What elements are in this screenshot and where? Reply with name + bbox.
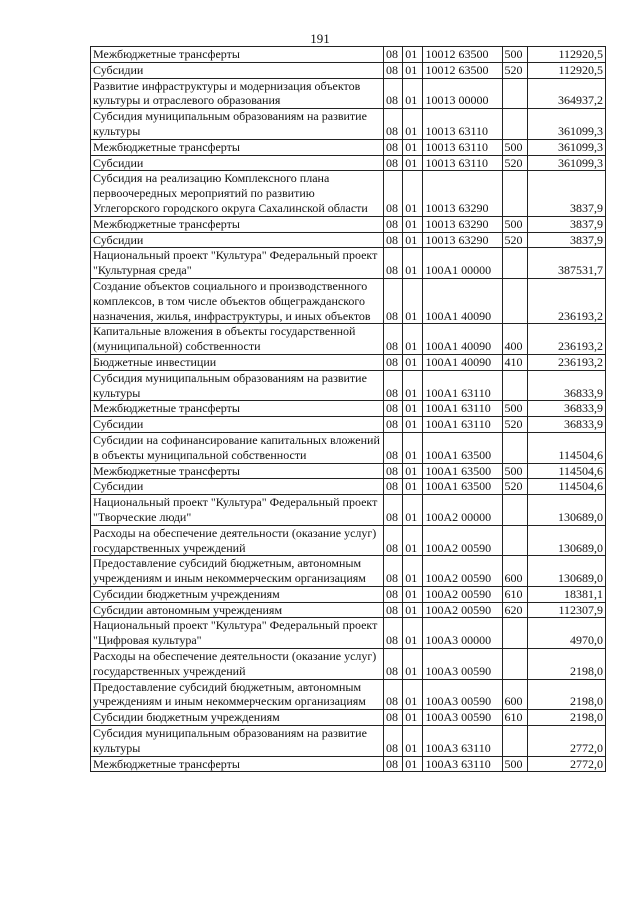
amount-cell: 2198,0 <box>527 710 605 726</box>
section-code-cell: 08 <box>383 232 402 248</box>
expense-name-cell: Межбюджетные трансферты <box>91 47 384 63</box>
target-article-cell: 10013 63290 <box>423 171 502 216</box>
expense-type-cell <box>502 618 527 649</box>
target-article-cell: 100А1 40090 <box>423 324 502 355</box>
section-code-cell: 08 <box>383 216 402 232</box>
amount-cell: 3837,9 <box>527 232 605 248</box>
budget-table <box>90 46 606 772</box>
amount-cell: 36833,9 <box>527 370 605 401</box>
amount-cell: 2198,0 <box>527 679 605 710</box>
subsection-code-cell: 01 <box>403 171 423 216</box>
section-code-cell: 08 <box>383 479 402 495</box>
table-row <box>91 370 606 401</box>
amount-cell: 387531,7 <box>527 248 605 279</box>
amount-cell: 36833,9 <box>527 401 605 417</box>
amount-cell: 130689,0 <box>527 556 605 587</box>
expense-type-cell: 500 <box>502 139 527 155</box>
expense-name-cell: Межбюджетные трансферты <box>91 756 384 772</box>
subsection-code-cell: 01 <box>403 139 423 155</box>
table-row <box>91 710 606 726</box>
subsection-code-cell: 01 <box>403 649 423 680</box>
expense-type-cell: 410 <box>502 354 527 370</box>
expense-name-cell: Субсидия муниципальным образованиям на развитие культуры <box>91 109 384 140</box>
target-article-cell: 10012 63500 <box>423 62 502 78</box>
section-code-cell: 08 <box>383 417 402 433</box>
subsection-code-cell: 01 <box>403 432 423 463</box>
table-row <box>91 649 606 680</box>
amount-cell: 112307,9 <box>527 602 605 618</box>
section-code-cell: 08 <box>383 171 402 216</box>
expense-name-cell: Национальный проект "Культура" Федеральный проект "Культурная среда" <box>91 248 384 279</box>
subsection-code-cell: 01 <box>403 324 423 355</box>
section-code-cell: 08 <box>383 618 402 649</box>
target-article-cell: 100А1 63110 <box>423 417 502 433</box>
amount-cell: 114504,6 <box>527 463 605 479</box>
subsection-code-cell: 01 <box>403 525 423 556</box>
budget-table-body <box>91 47 606 772</box>
section-code-cell: 08 <box>383 139 402 155</box>
target-article-cell: 10013 63290 <box>423 216 502 232</box>
table-row <box>91 401 606 417</box>
amount-cell: 114504,6 <box>527 432 605 463</box>
expense-type-cell: 620 <box>502 602 527 618</box>
expense-name-cell: Межбюджетные трансферты <box>91 463 384 479</box>
subsection-code-cell: 01 <box>403 78 423 109</box>
expense-type-cell: 520 <box>502 232 527 248</box>
table-row <box>91 432 606 463</box>
expense-name-cell: Межбюджетные трансферты <box>91 401 384 417</box>
expense-name-cell: Субсидия на реализацию Комплексного плана первоочередных мероприятий по развитию Углегорского городского округа Сахалинской области <box>91 171 384 216</box>
subsection-code-cell: 01 <box>403 354 423 370</box>
expense-type-cell: 500 <box>502 463 527 479</box>
table-row <box>91 78 606 109</box>
expense-type-cell <box>502 525 527 556</box>
table-row <box>91 139 606 155</box>
subsection-code-cell: 01 <box>403 417 423 433</box>
subsection-code-cell: 01 <box>403 370 423 401</box>
target-article-cell: 10013 00000 <box>423 78 502 109</box>
subsection-code-cell: 01 <box>403 602 423 618</box>
subsection-code-cell: 01 <box>403 463 423 479</box>
subsection-code-cell: 01 <box>403 726 423 757</box>
section-code-cell: 08 <box>383 370 402 401</box>
expense-type-cell: 610 <box>502 586 527 602</box>
amount-cell: 2198,0 <box>527 649 605 680</box>
amount-cell: 130689,0 <box>527 525 605 556</box>
table-row <box>91 62 606 78</box>
expense-type-cell <box>502 171 527 216</box>
expense-name-cell: Субсидии <box>91 62 384 78</box>
subsection-code-cell: 01 <box>403 248 423 279</box>
target-article-cell: 100А1 40090 <box>423 354 502 370</box>
expense-type-cell <box>502 78 527 109</box>
expense-type-cell <box>502 370 527 401</box>
section-code-cell: 08 <box>383 679 402 710</box>
section-code-cell: 08 <box>383 710 402 726</box>
amount-cell: 2772,0 <box>527 756 605 772</box>
subsection-code-cell: 01 <box>403 479 423 495</box>
expense-name-cell: Предоставление субсидий бюджетным, автономным учреждениям и иным некоммерческим организациям <box>91 556 384 587</box>
target-article-cell: 100А1 63110 <box>423 370 502 401</box>
table-row <box>91 47 606 63</box>
expense-name-cell: Субсидии <box>91 232 384 248</box>
target-article-cell: 10013 63110 <box>423 109 502 140</box>
subsection-code-cell: 01 <box>403 155 423 171</box>
expense-name-cell: Национальный проект "Культура" Федеральный проект "Творческие люди" <box>91 495 384 526</box>
target-article-cell: 100А3 00590 <box>423 679 502 710</box>
expense-name-cell: Субсидии бюджетным учреждениям <box>91 586 384 602</box>
expense-type-cell: 500 <box>502 47 527 63</box>
target-article-cell: 100А1 63500 <box>423 432 502 463</box>
expense-type-cell: 600 <box>502 679 527 710</box>
section-code-cell: 08 <box>383 401 402 417</box>
target-article-cell: 100А1 00000 <box>423 248 502 279</box>
section-code-cell: 08 <box>383 354 402 370</box>
amount-cell: 4970,0 <box>527 618 605 649</box>
expense-name-cell: Межбюджетные трансферты <box>91 139 384 155</box>
section-code-cell: 08 <box>383 602 402 618</box>
expense-type-cell <box>502 248 527 279</box>
section-code-cell: 08 <box>383 463 402 479</box>
target-article-cell: 100А2 00000 <box>423 495 502 526</box>
target-article-cell: 100А3 63110 <box>423 726 502 757</box>
amount-cell: 112920,5 <box>527 62 605 78</box>
expense-name-cell: Предоставление субсидий бюджетным, автономным учреждениям и иным некоммерческим организациям <box>91 679 384 710</box>
table-row <box>91 726 606 757</box>
amount-cell: 2772,0 <box>527 726 605 757</box>
section-code-cell: 08 <box>383 155 402 171</box>
expense-type-cell: 600 <box>502 556 527 587</box>
target-article-cell: 100А1 63110 <box>423 401 502 417</box>
subsection-code-cell: 01 <box>403 756 423 772</box>
table-row <box>91 109 606 140</box>
section-code-cell: 08 <box>383 324 402 355</box>
section-code-cell: 08 <box>383 278 402 323</box>
expense-name-cell: Развитие инфраструктуры и модернизация объектов культуры и отраслевого образования <box>91 78 384 109</box>
expense-name-cell: Капитальные вложения в объекты государственной (муниципальной) собственности <box>91 324 384 355</box>
target-article-cell: 100А2 00590 <box>423 556 502 587</box>
table-row <box>91 479 606 495</box>
page-number: 191 <box>310 31 330 46</box>
expense-type-cell <box>502 109 527 140</box>
expense-type-cell: 520 <box>502 479 527 495</box>
table-row <box>91 171 606 216</box>
expense-name-cell: Межбюджетные трансферты <box>91 216 384 232</box>
table-row <box>91 679 606 710</box>
amount-cell: 364937,2 <box>527 78 605 109</box>
table-row <box>91 756 606 772</box>
expense-name-cell: Субсидии <box>91 479 384 495</box>
amount-cell: 112920,5 <box>527 47 605 63</box>
table-row <box>91 248 606 279</box>
expense-type-cell: 500 <box>502 756 527 772</box>
target-article-cell: 100А3 00590 <box>423 710 502 726</box>
expense-type-cell <box>502 649 527 680</box>
section-code-cell: 08 <box>383 432 402 463</box>
table-row <box>91 586 606 602</box>
table-row <box>91 354 606 370</box>
section-code-cell: 08 <box>383 586 402 602</box>
table-row <box>91 556 606 587</box>
section-code-cell: 08 <box>383 495 402 526</box>
target-article-cell: 100А3 00000 <box>423 618 502 649</box>
section-code-cell: 08 <box>383 109 402 140</box>
expense-name-cell: Субсидии бюджетным учреждениям <box>91 710 384 726</box>
section-code-cell: 08 <box>383 756 402 772</box>
target-article-cell: 100А1 63500 <box>423 479 502 495</box>
table-row <box>91 417 606 433</box>
table-row <box>91 278 606 323</box>
target-article-cell: 10012 63500 <box>423 47 502 63</box>
target-article-cell: 100А2 00590 <box>423 586 502 602</box>
amount-cell: 236193,2 <box>527 324 605 355</box>
expense-name-cell: Расходы на обеспечение деятельности (оказание услуг) государственных учреждений <box>91 649 384 680</box>
target-article-cell: 100А1 40090 <box>423 278 502 323</box>
target-article-cell: 100А1 63500 <box>423 463 502 479</box>
amount-cell: 236193,2 <box>527 278 605 323</box>
expense-name-cell: Расходы на обеспечение деятельности (оказание услуг) государственных учреждений <box>91 525 384 556</box>
section-code-cell: 08 <box>383 525 402 556</box>
target-article-cell: 10013 63110 <box>423 155 502 171</box>
amount-cell: 3837,9 <box>527 216 605 232</box>
target-article-cell: 100А3 63110 <box>423 756 502 772</box>
subsection-code-cell: 01 <box>403 679 423 710</box>
target-article-cell: 100А3 00590 <box>423 649 502 680</box>
section-code-cell: 08 <box>383 726 402 757</box>
expense-type-cell: 400 <box>502 324 527 355</box>
table-row <box>91 495 606 526</box>
target-article-cell: 100А2 00590 <box>423 525 502 556</box>
subsection-code-cell: 01 <box>403 216 423 232</box>
table-row <box>91 155 606 171</box>
amount-cell: 36833,9 <box>527 417 605 433</box>
expense-name-cell: Бюджетные инвестиции <box>91 354 384 370</box>
expense-name-cell: Субсидии <box>91 417 384 433</box>
amount-cell: 361099,3 <box>527 155 605 171</box>
expense-type-cell <box>502 495 527 526</box>
subsection-code-cell: 01 <box>403 556 423 587</box>
expense-name-cell: Субсидия муниципальным образованиям на развитие культуры <box>91 726 384 757</box>
expense-name-cell: Субсидия муниципальным образованиям на развитие культуры <box>91 370 384 401</box>
target-article-cell: 10013 63290 <box>423 232 502 248</box>
target-article-cell: 10013 63110 <box>423 139 502 155</box>
amount-cell: 18381,1 <box>527 586 605 602</box>
subsection-code-cell: 01 <box>403 278 423 323</box>
table-row <box>91 618 606 649</box>
subsection-code-cell: 01 <box>403 401 423 417</box>
section-code-cell: 08 <box>383 248 402 279</box>
amount-cell: 3837,9 <box>527 171 605 216</box>
target-article-cell: 100А2 00590 <box>423 602 502 618</box>
amount-cell: 361099,3 <box>527 109 605 140</box>
section-code-cell: 08 <box>383 649 402 680</box>
expense-type-cell: 500 <box>502 401 527 417</box>
table-row <box>91 232 606 248</box>
expense-type-cell <box>502 726 527 757</box>
expense-name-cell: Субсидии автономным учреждениям <box>91 602 384 618</box>
amount-cell: 114504,6 <box>527 479 605 495</box>
section-code-cell: 08 <box>383 78 402 109</box>
expense-type-cell: 520 <box>502 155 527 171</box>
subsection-code-cell: 01 <box>403 618 423 649</box>
table-row <box>91 602 606 618</box>
expense-type-cell <box>502 432 527 463</box>
table-row <box>91 525 606 556</box>
subsection-code-cell: 01 <box>403 710 423 726</box>
subsection-code-cell: 01 <box>403 62 423 78</box>
subsection-code-cell: 01 <box>403 47 423 63</box>
expense-name-cell: Создание объектов социального и производственного комплексов, в том числе объектов общегражданского назначения, жилья, инфраструктуры, и иных объектов <box>91 278 384 323</box>
expense-type-cell: 520 <box>502 62 527 78</box>
table-row <box>91 463 606 479</box>
expense-name-cell: Субсидии на софинансирование капитальных вложений в объекты муниципальной собственности <box>91 432 384 463</box>
expense-name-cell: Субсидии <box>91 155 384 171</box>
expense-type-cell <box>502 278 527 323</box>
expense-name-cell: Национальный проект "Культура" Федеральный проект "Цифровая культура" <box>91 618 384 649</box>
subsection-code-cell: 01 <box>403 232 423 248</box>
expense-type-cell: 500 <box>502 216 527 232</box>
section-code-cell: 08 <box>383 47 402 63</box>
amount-cell: 130689,0 <box>527 495 605 526</box>
expense-type-cell: 610 <box>502 710 527 726</box>
table-row <box>91 216 606 232</box>
section-code-cell: 08 <box>383 556 402 587</box>
subsection-code-cell: 01 <box>403 109 423 140</box>
expense-type-cell: 520 <box>502 417 527 433</box>
table-row <box>91 324 606 355</box>
subsection-code-cell: 01 <box>403 495 423 526</box>
section-code-cell: 08 <box>383 62 402 78</box>
subsection-code-cell: 01 <box>403 586 423 602</box>
amount-cell: 236193,2 <box>527 354 605 370</box>
amount-cell: 361099,3 <box>527 139 605 155</box>
